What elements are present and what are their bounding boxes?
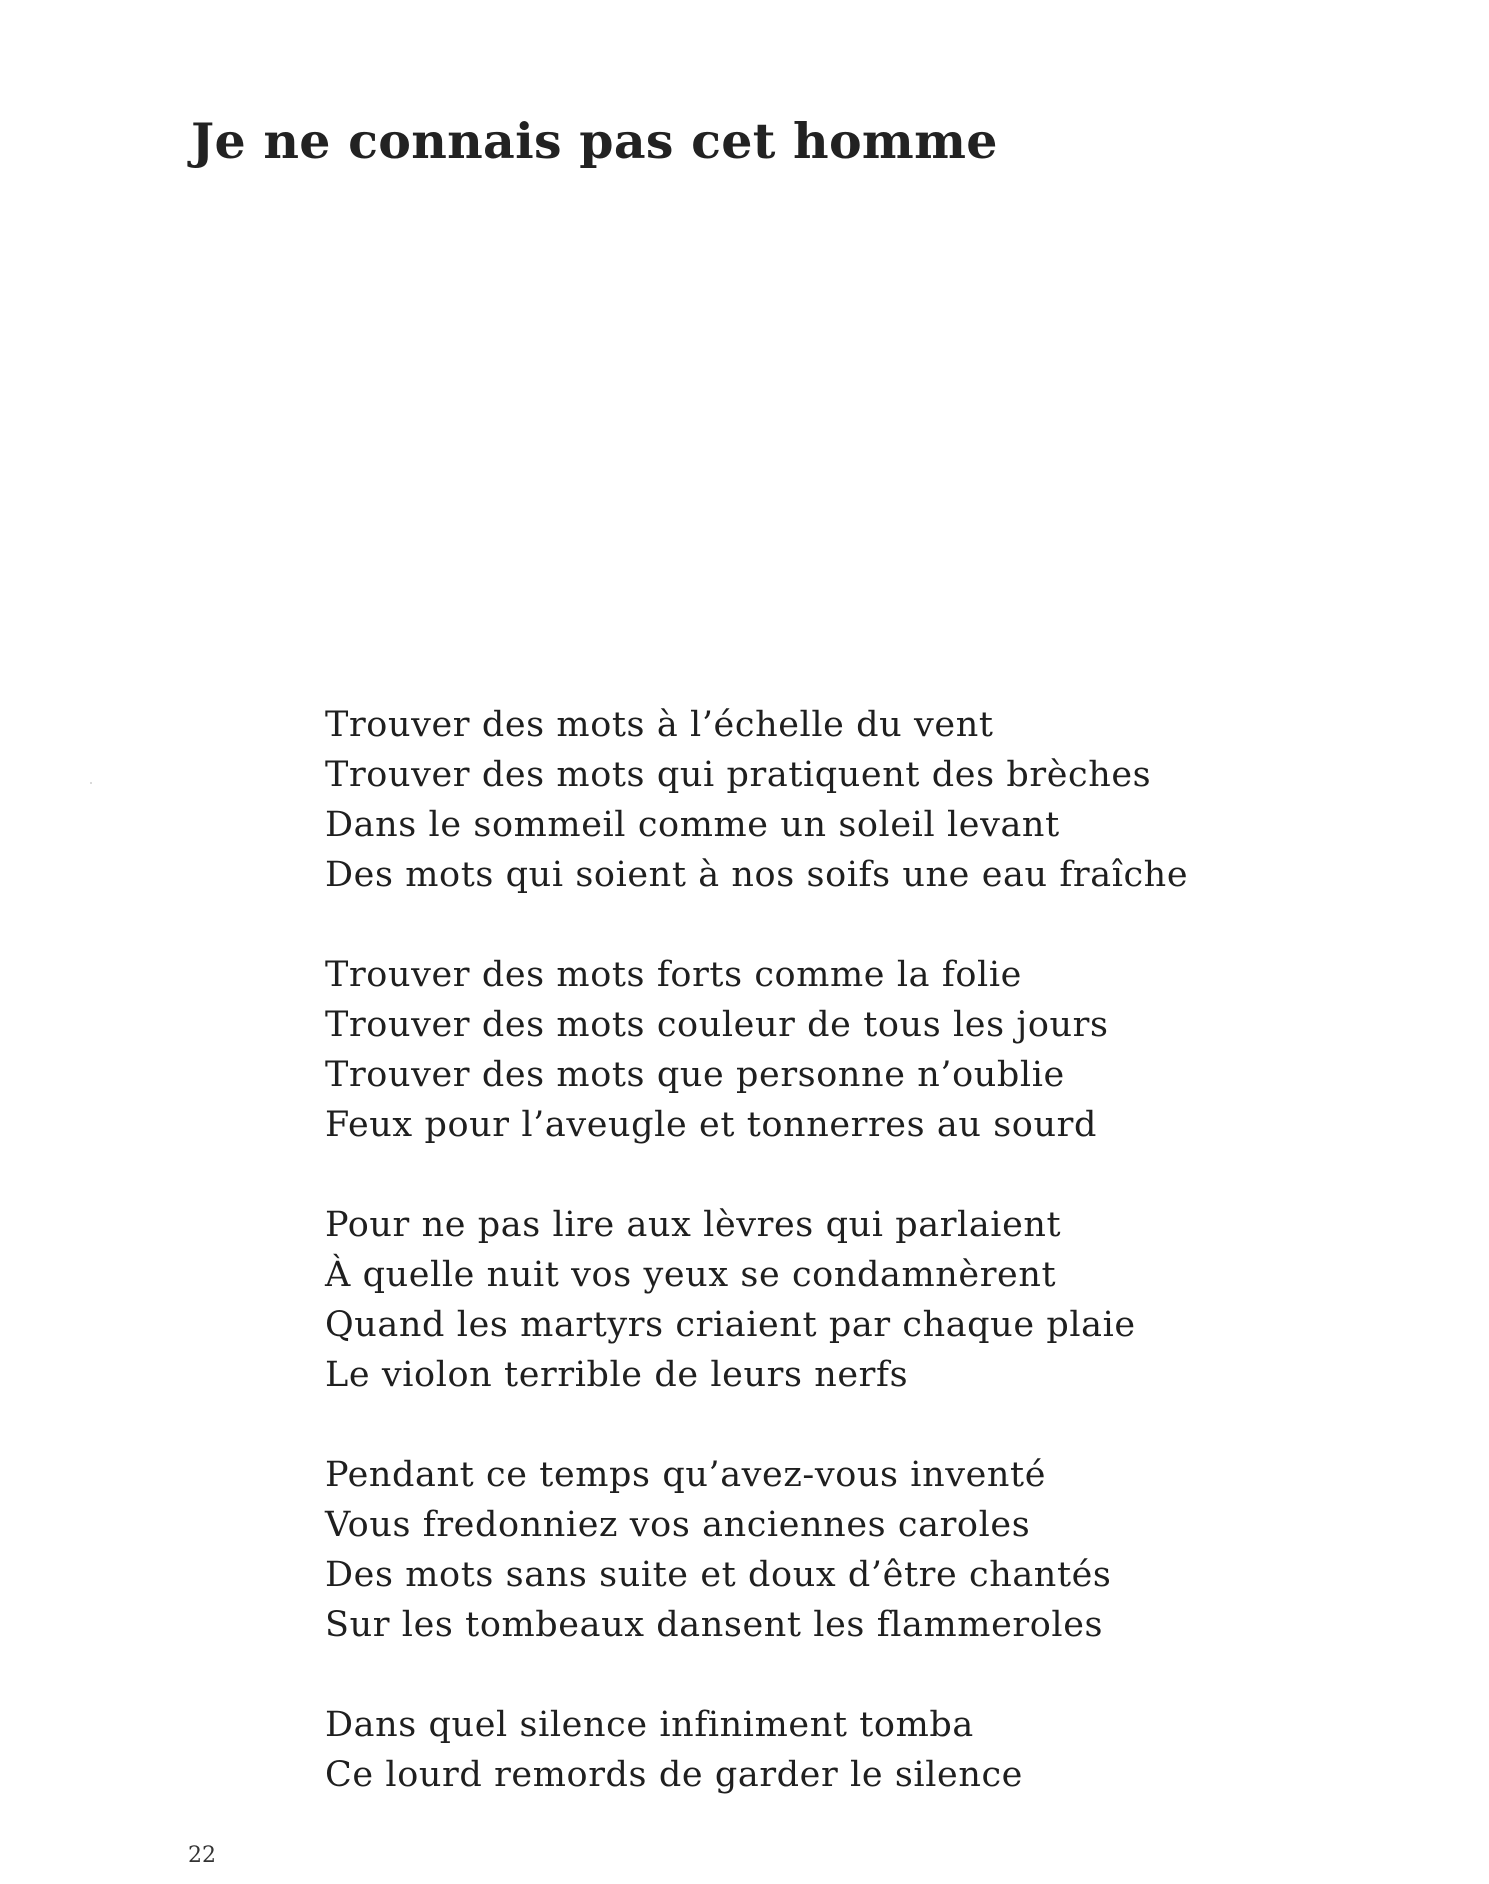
stanza-1 xyxy=(325,700,1188,900)
stanza-2 xyxy=(325,950,1188,1150)
poem-line: Des mots qui soient à nos soifs une eau fraîche xyxy=(325,855,1189,895)
poem-line: Le violon terrible de leurs nerfs xyxy=(325,1355,909,1395)
poem-line: Trouver des mots qui pratiquent des brèches xyxy=(325,755,1152,795)
stanza-3 xyxy=(325,1200,1188,1400)
poem-line: Trouver des mots à l’échelle du vent xyxy=(325,705,994,745)
stanza-4 xyxy=(325,1450,1188,1650)
poem-line: Sur les tombeaux dansent les flammeroles xyxy=(325,1605,1104,1645)
poem-line: Pendant ce temps qu’avez-vous inventé xyxy=(325,1455,1047,1495)
poem-line: Quand les martyrs criaient par chaque plaie xyxy=(325,1305,1136,1345)
poem-line: Trouver des mots que personne n’oublie xyxy=(325,1055,1065,1095)
poem-body xyxy=(325,700,1188,1800)
poem-line: Dans quel silence infiniment tomba xyxy=(325,1705,974,1745)
margin-speck xyxy=(90,782,92,784)
poem-title: Je ne connais pas cet homme xyxy=(191,112,998,170)
poem-line: Des mots sans suite et doux d’être chantés xyxy=(325,1555,1112,1595)
poem-line: À quelle nuit vos yeux se condamnèrent xyxy=(325,1255,1057,1295)
poem-line: Pour ne pas lire aux lèvres qui parlaient xyxy=(325,1205,1062,1245)
poem-line: Vous fredonniez vos anciennes caroles xyxy=(325,1505,1031,1545)
stanza-5 xyxy=(325,1700,1188,1800)
poem-line: Trouver des mots couleur de tous les jours xyxy=(325,1005,1109,1045)
poem-line: Dans le sommeil comme un soleil levant xyxy=(325,805,1060,845)
poem-line: Ce lourd remords de garder le silence xyxy=(325,1755,1023,1795)
poem-line: Trouver des mots forts comme la folie xyxy=(325,955,1022,995)
poem-line: Feux pour l’aveugle et tonnerres au sourd xyxy=(325,1105,1097,1145)
page-number: 22 xyxy=(188,1843,216,1868)
